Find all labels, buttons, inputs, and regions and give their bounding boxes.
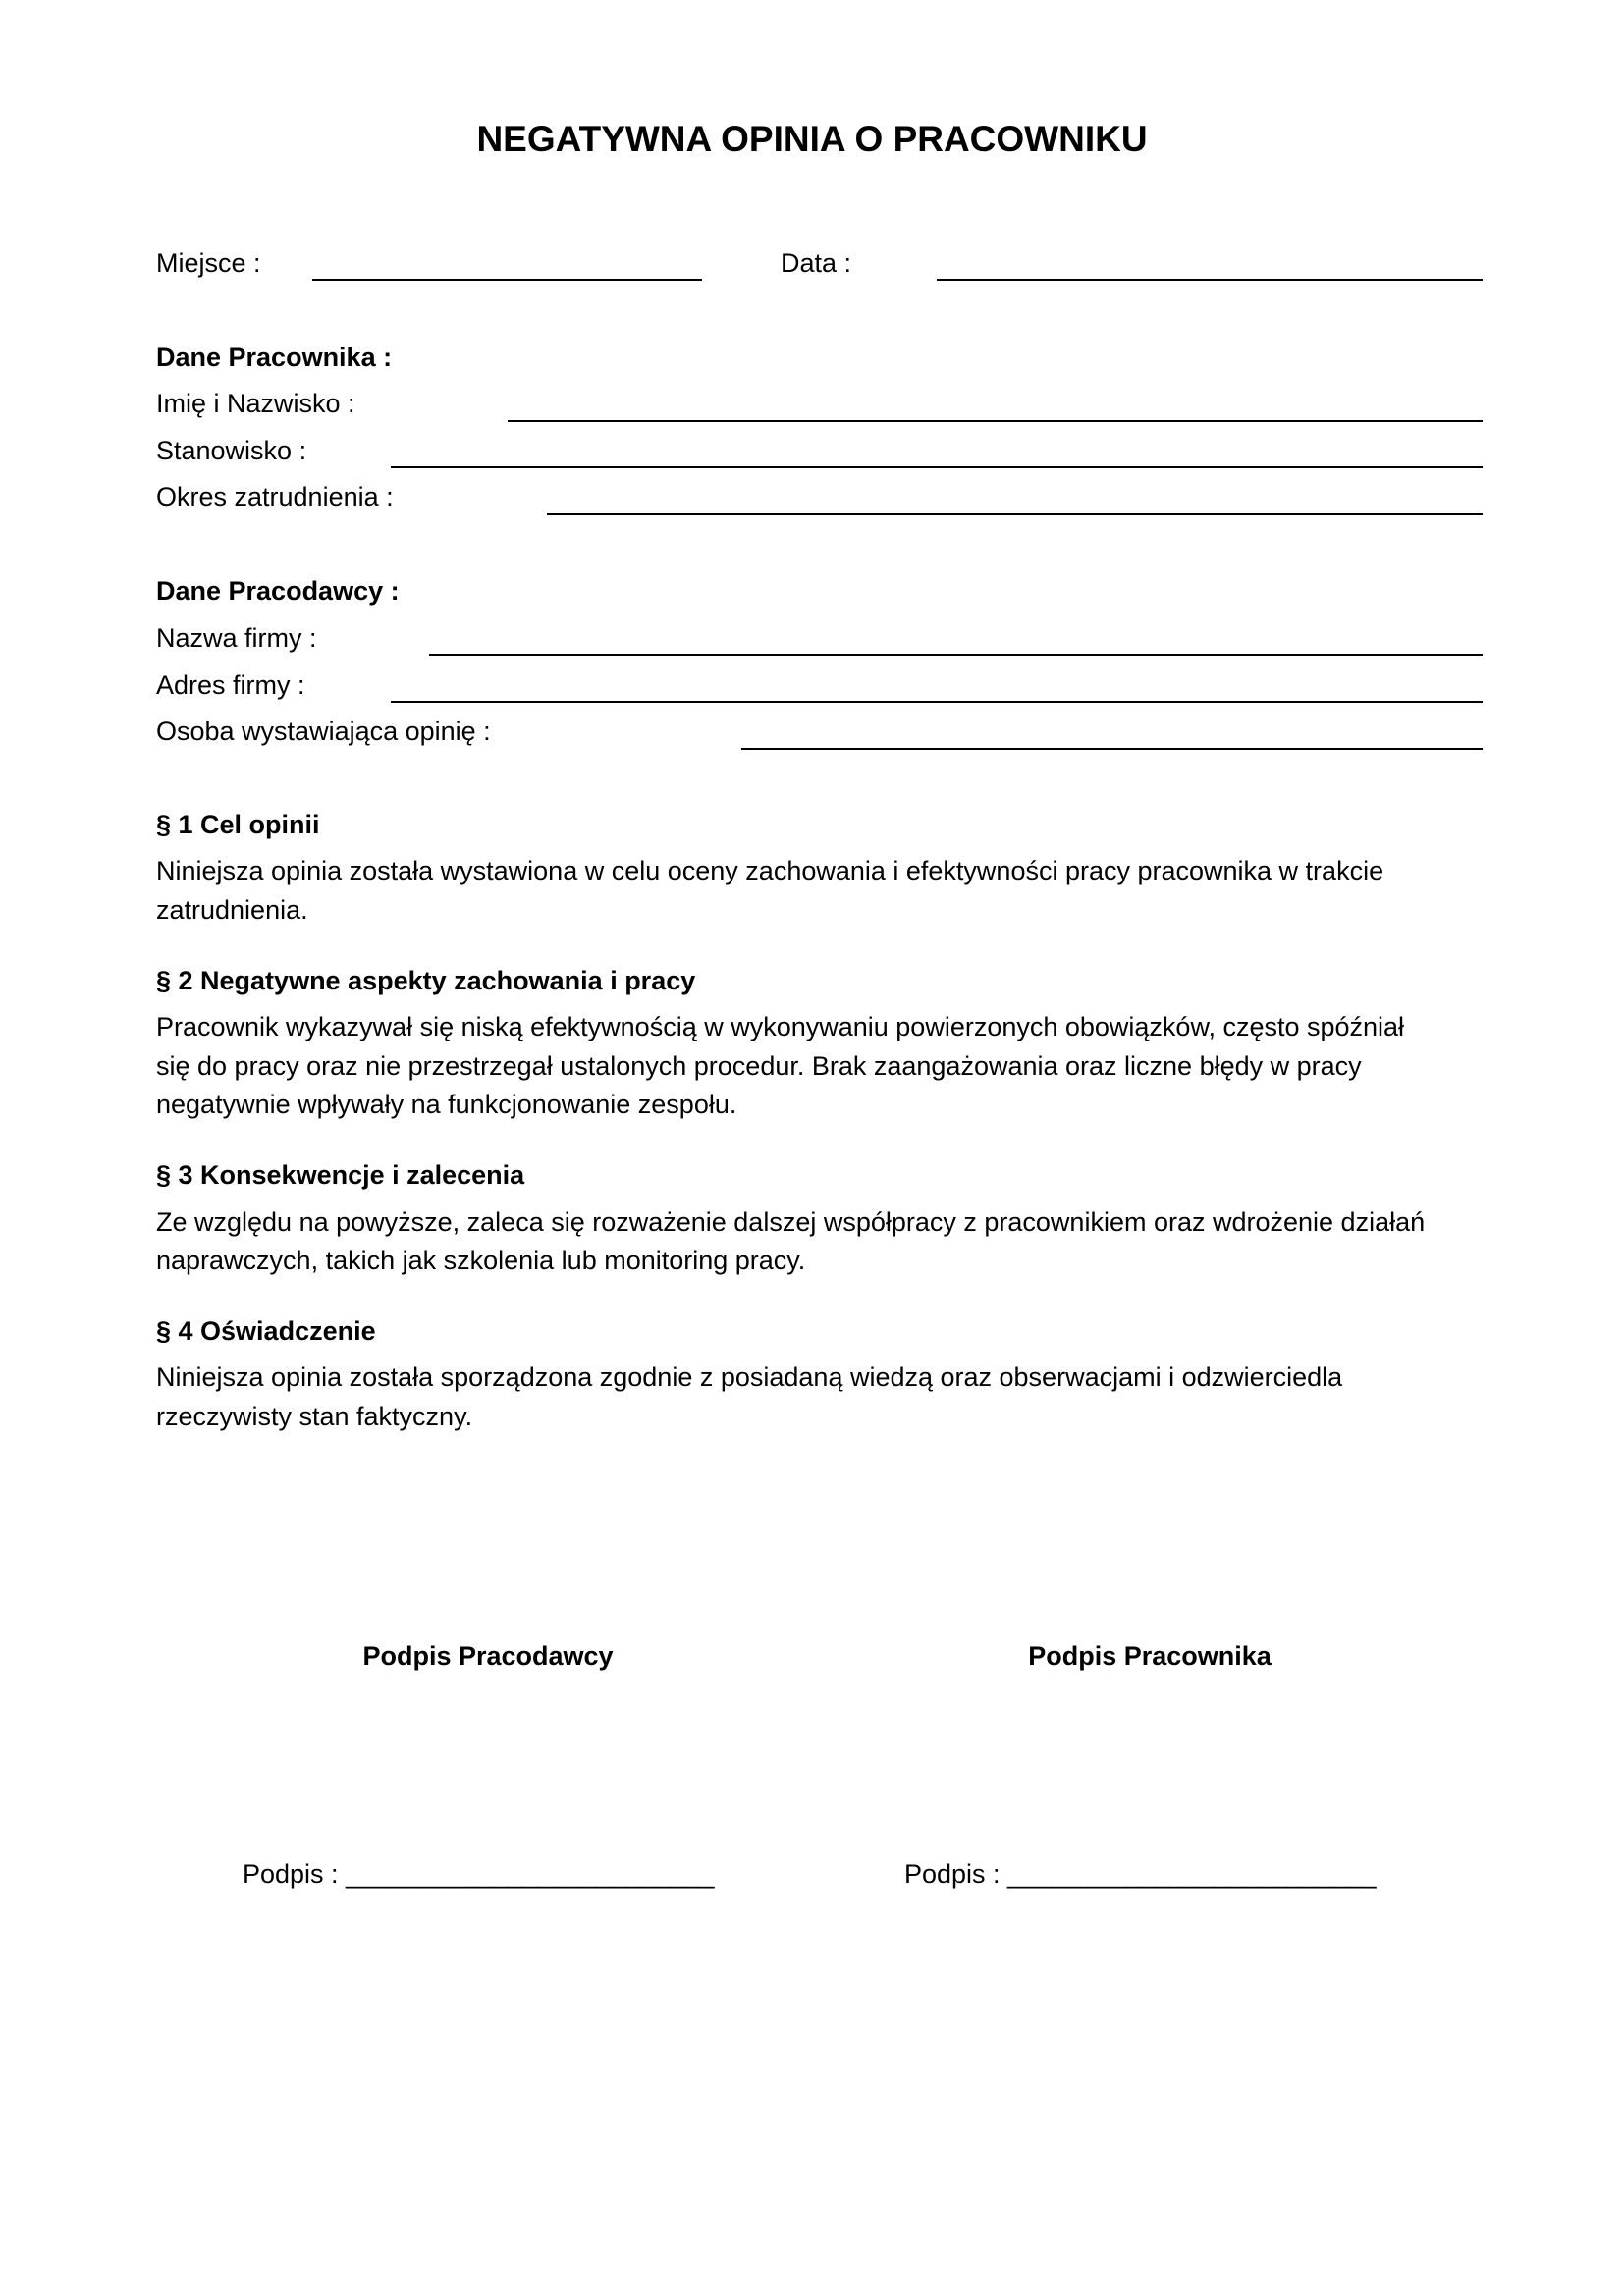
section-2-heading: § 2 Negatywne aspekty zachowania i pracy — [156, 966, 696, 995]
issuer-label: Osoba wystawiająca opinię : — [156, 717, 491, 746]
section-4-line-2: rzeczywisty stan faktyczny. — [156, 1402, 473, 1431]
issuer-field[interactable] — [741, 748, 1483, 750]
place-field[interactable] — [312, 279, 702, 281]
employee-position-field[interactable] — [391, 466, 1483, 468]
company-name-field[interactable] — [429, 654, 1483, 656]
employer-heading: Dane Pracodawcy : — [156, 576, 400, 606]
employee-heading: Dane Pracownika : — [156, 343, 393, 372]
section-1-line-2: zatrudnienia. — [156, 895, 308, 925]
section-2-line-2: się do pracy oraz nie przestrzegał ustalonych procedur. Brak zaangażowania oraz liczne błędy w pracy — [156, 1051, 1362, 1081]
section-4-heading: § 4 Oświadczenie — [156, 1316, 376, 1346]
employee-name-field[interactable] — [508, 420, 1483, 422]
place-label: Miejsce : — [156, 248, 261, 278]
employment-period-label: Okres zatrudnienia : — [156, 482, 394, 511]
document-title: NEGATYWNA OPINIA O PRACOWNIKU — [476, 119, 1148, 159]
employee-signature-heading: Podpis Pracownika — [1028, 1641, 1272, 1671]
employee-signature-line[interactable]: Podpis : _________________________ — [904, 1859, 1377, 1889]
company-address-label: Adres firmy : — [156, 670, 305, 700]
section-4-line-1: Niniejsza opinia została sporządzona zgodnie z posiadaną wiedzą oraz obserwacjami i odzwierciedla — [156, 1362, 1343, 1392]
employer-signature-line[interactable]: Podpis : _________________________ — [243, 1859, 715, 1889]
employment-period-field[interactable] — [547, 513, 1483, 515]
section-2-line-1: Pracownik wykazywał się niską efektywnością w wykonywaniu powierzonych obowiązków, często spóźniał — [156, 1012, 1405, 1041]
section-1-heading: § 1 Cel opinii — [156, 810, 320, 839]
date-label: Data : — [781, 248, 852, 278]
section-2-line-3: negatywnie wpływały na funkcjonowanie zespołu. — [156, 1090, 737, 1119]
section-3-line-1: Ze względu na powyższe, zaleca się rozważenie dalszej współpracy z pracownikiem oraz wdrożenie działań — [156, 1207, 1426, 1237]
company-name-label: Nazwa firmy : — [156, 623, 317, 653]
section-3-heading: § 3 Konsekwencje i zalecenia — [156, 1160, 525, 1190]
employee-position-label: Stanowisko : — [156, 436, 307, 465]
section-3-line-2: naprawczych, takich jak szkolenia lub monitoring pracy. — [156, 1246, 806, 1275]
employer-signature-heading: Podpis Pracodawcy — [362, 1641, 614, 1671]
section-1-line-1: Niniejsza opinia została wystawiona w celu oceny zachowania i efektywności pracy pracownika w trakcie — [156, 856, 1384, 885]
date-field[interactable] — [937, 279, 1483, 281]
employee-name-label: Imię i Nazwisko : — [156, 389, 355, 418]
company-address-field[interactable] — [391, 701, 1483, 703]
